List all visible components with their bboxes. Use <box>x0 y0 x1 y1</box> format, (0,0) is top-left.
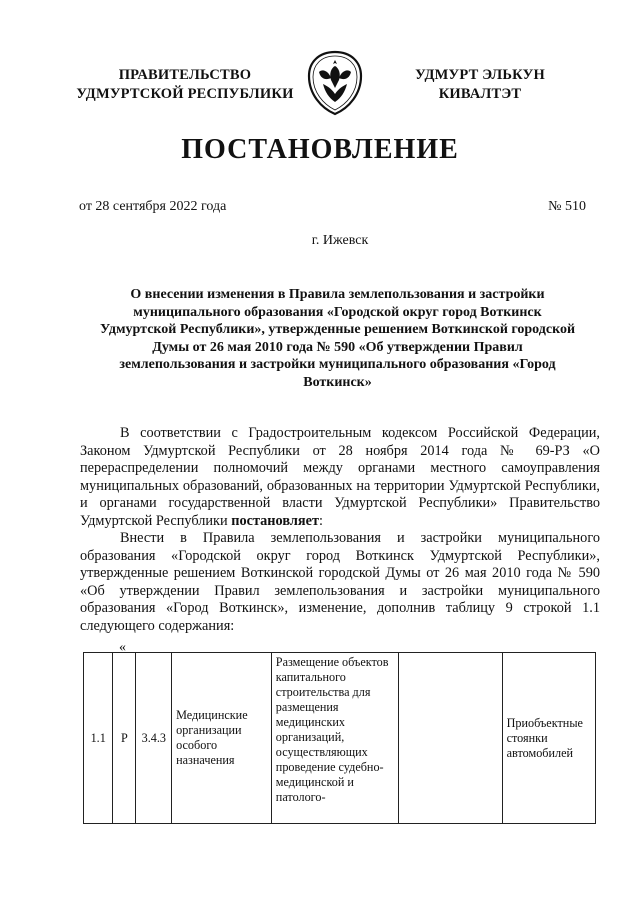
header-right <box>400 66 560 104</box>
udmurt-emblem-icon <box>305 50 365 116</box>
document-title: ПОСТАНОВЛЕНИЕ <box>181 134 459 165</box>
table-row <box>84 653 596 824</box>
document-date: от 28 сентября 2022 года <box>79 199 227 214</box>
cell-code: 3.4.3 <box>136 653 172 824</box>
opening-quote: « <box>119 640 126 655</box>
cell-description: Размещение объектов капитального строительства для размещения медицинских организаций, осуществляющих проведение судебно-медицинской и патолого- <box>271 653 398 824</box>
header-right-line2: КИВАЛТЭТ <box>438 86 522 102</box>
decree-word: постановляет <box>231 512 319 529</box>
cell-empty <box>398 653 502 824</box>
decree-tail: : <box>318 512 323 529</box>
document-city: г. Ижевск <box>311 233 369 248</box>
paragraph-1 <box>80 425 600 530</box>
header-left-line2: УДМУРТСКОЙ РЕСПУБЛИКИ <box>76 86 294 102</box>
cell-parking: Приобъектные стоянки автомобилей <box>502 653 595 824</box>
header-right-line1: УДМУРТ ЭЛЬКУН <box>415 67 545 83</box>
paragraph-2: Внести в Правила землепользования и застройки муниципального образования «Городской округ город Воткинск Удмуртской Республики», утвержденные решением Воткинской городской Думы от 26 мая 2010 года № 590 «Об утверждении Правил землепользования и застройки муниципального образования «Город Воткинск», изменение, дополнив таблицу 9 строкой 1.1 следующего содержания: <box>80 530 600 634</box>
header-left-line1: ПРАВИТЕЛЬСТВО <box>118 67 252 83</box>
document-subject: О внесении изменения в Правила землепользования и застройки муниципального образования «Городской округ город Воткинск Удмуртской Республики», утвержденные решением Воткинской городской Думы от 26 мая 2010 года № 590 «Об утверждении Правил землепользования и застройки муниципального образования «Город Воткинск» <box>100 287 576 390</box>
document-body <box>80 425 600 635</box>
cell-number: 1.1 <box>84 653 113 824</box>
paragraph-1-text: В соответствии с Градостроительным кодексом Российской Федерации, Законом Удмуртской Республики от 28 ноября 2014 года № 69-РЗ «О перераспределении полномочий между органами местного самоуправления муниципальных образований, образованных на территории Удмуртской Республики, и органами государственной власти Удмуртской Республики» Правительство Удмуртской Республики <box>80 425 600 529</box>
table-9-row <box>83 652 596 824</box>
cell-name: Медицинские организации особого назначения <box>172 653 272 824</box>
cell-letter: Р <box>113 653 136 824</box>
header-left <box>70 66 300 104</box>
document-number: № 510 <box>548 199 586 214</box>
